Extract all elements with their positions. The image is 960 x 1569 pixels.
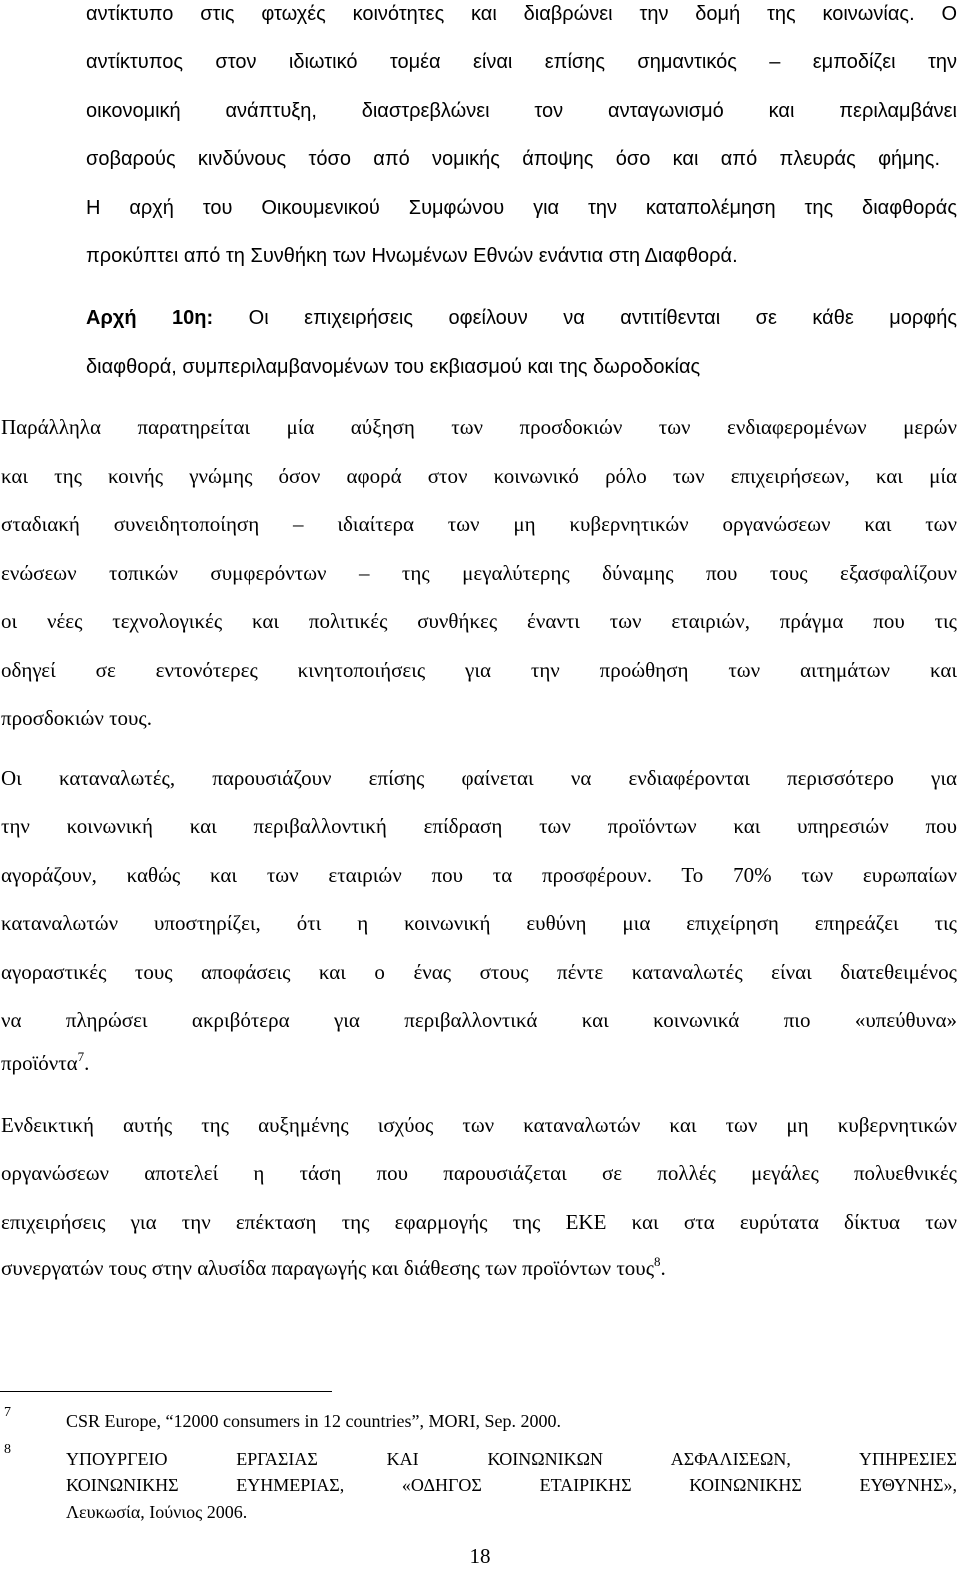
text-run: .	[660, 1256, 666, 1280]
footnote-text: Λευκωσία, Ιούνιος 2006.	[66, 1502, 248, 1522]
text-line: σταδιακή συνειδητοποίηση – ιδιαίτερα των μη κυβερνητικών οργανώσεων και των	[1, 512, 957, 536]
principle-line: διαφθορά, συμπεριλαμβανομένων του εκβιασμού και της δωροδοκίας	[86, 356, 701, 378]
footnote-text: ΚΟΙΝΩΝΙΚΗΣ ΕΥΗΜΕΡΙΑΣ, «ΟΔΗΓΟΣ ΕΤΑΙΡΙΚΗΣ ΚΟΙΝΩΝΙΚΗΣ ΕΥΘΥΝΗΣ»,	[66, 1475, 957, 1495]
text-line: αγοράζουν, καθώς και των εταιριών που τα προσφέρουν. Το 70% των ευρωπαίων	[1, 863, 957, 887]
principle-heading: Αρχή 10η:	[86, 307, 214, 329]
text-run: .	[84, 1051, 90, 1075]
text-line: ενώσεων τοπικών συμφερόντων – της μεγαλύτερης δύναμης που τους εξασφαλίζουν	[1, 561, 957, 585]
footnote-ref-7[interactable]: 7	[77, 1049, 85, 1064]
text-line: οι νέες τεχνολογικές και πολιτικές συνθήκες έναντι των εταιριών, πράγμα που τις	[1, 609, 957, 633]
footnote-separator	[0, 1391, 332, 1392]
text-line: επιχειρήσεις για την επέκταση της εφαρμογής της ΕΚΕ και στα ευρύτατα δίκτυα των	[1, 1210, 957, 1234]
text-line: Οι καταναλωτές, παρουσιάζουν επίσης φαίνεται να ενδιαφέρονται περισσότερο για	[1, 766, 957, 790]
text-run: προϊόντα	[1, 1051, 78, 1075]
footnote-number: 8	[4, 1442, 11, 1457]
text-line: προκύπτει από τη Συνθήκη των Ηνωμένων Εθνών ενάντια στη Διαφθορά.	[86, 245, 738, 267]
text-line: αντίκτυπος στον ιδιωτικό τομέα είναι επίσης σημαντικός – εμποδίζει την	[86, 51, 957, 73]
text-line: αντίκτυπο στις φτωχές κοινότητες και διαβρώνει την δομή της κοινωνίας. Ο	[86, 3, 957, 25]
text-line: σοβαρούς κινδύνους τόσο από νομικής άποψης όσο και από πλευράς φήμης.	[86, 148, 940, 170]
text-line: Παράλληλα παρατηρείται μία αύξηση των προσδοκιών των ενδιαφερομένων μερών	[1, 415, 957, 439]
footnote-number: 7	[4, 1405, 11, 1420]
text-line: οδηγεί σε εντονότερες κινητοποιήσεις για την προώθηση των αιτημάτων και	[1, 658, 957, 682]
text-line: Η αρχή του Οικουμενικού Συμφώνου για την καταπολέμηση της διαφθοράς	[86, 197, 957, 219]
text-line: προσδοκιών τους.	[1, 706, 152, 730]
footnote-ref-8[interactable]: 8	[654, 1254, 661, 1269]
text-run: συνεργατών τους στην αλυσίδα παραγωγής και διάθεσης των προϊόντων τους	[1, 1256, 655, 1280]
text-line: Ενδεικτική αυτής της αυξημένης ισχύος των καταναλωτών και των μη κυβερνητικών	[1, 1113, 957, 1137]
footnote-text: ΥΠΟΥΡΓΕΙΟ ΕΡΓΑΣΙΑΣ ΚΑΙ ΚΟΙΝΩΝΙΚΩΝ ΑΣΦΑΛΙΣΕΩΝ, ΥΠΗΡΕΣΙΕΣ	[66, 1449, 957, 1469]
text-line: αγοραστικές τους αποφάσεις και ο ένας στους πέντε καταναλωτές είναι διατεθειμένος	[1, 960, 957, 984]
principle-text: Οι επιχειρήσεις οφείλουν να αντιτίθενται σε κάθε μορφής	[248, 307, 958, 329]
principle-line	[86, 305, 957, 331]
text-line	[1, 1050, 89, 1076]
page-number: 18	[469, 1544, 491, 1568]
footnote-text: CSR Europe, “12000 consumers in 12 countries”, MORI, Sep. 2000.	[66, 1411, 561, 1431]
text-line: καταναλωτών υποστηρίζει, ότι η κοινωνική ευθύνη μια επιχείρηση επηρεάζει τις	[1, 911, 957, 935]
text-line: και της κοινής γνώμης όσον αφορά στον κοινωνικό ρόλο των επιχειρήσεων, και μία	[1, 464, 957, 488]
text-line: οργανώσεων αποτελεί η τάση που παρουσιάζεται σε πολλές μεγάλες πολυεθνικές	[1, 1161, 957, 1185]
text-line: την κοινωνική και περιβαλλοντική επίδραση των προϊόντων και υπηρεσιών που	[1, 814, 957, 838]
text-line: οικονομική ανάπτυξη, διαστρεβλώνει τον ανταγωνισμό και περιλαμβάνει	[86, 100, 957, 122]
text-line	[1, 1255, 666, 1281]
text-line: να πληρώσει ακριβότερα για περιβαλλοντικά και κοινωνικά πιο «υπεύθυνα»	[1, 1008, 957, 1032]
